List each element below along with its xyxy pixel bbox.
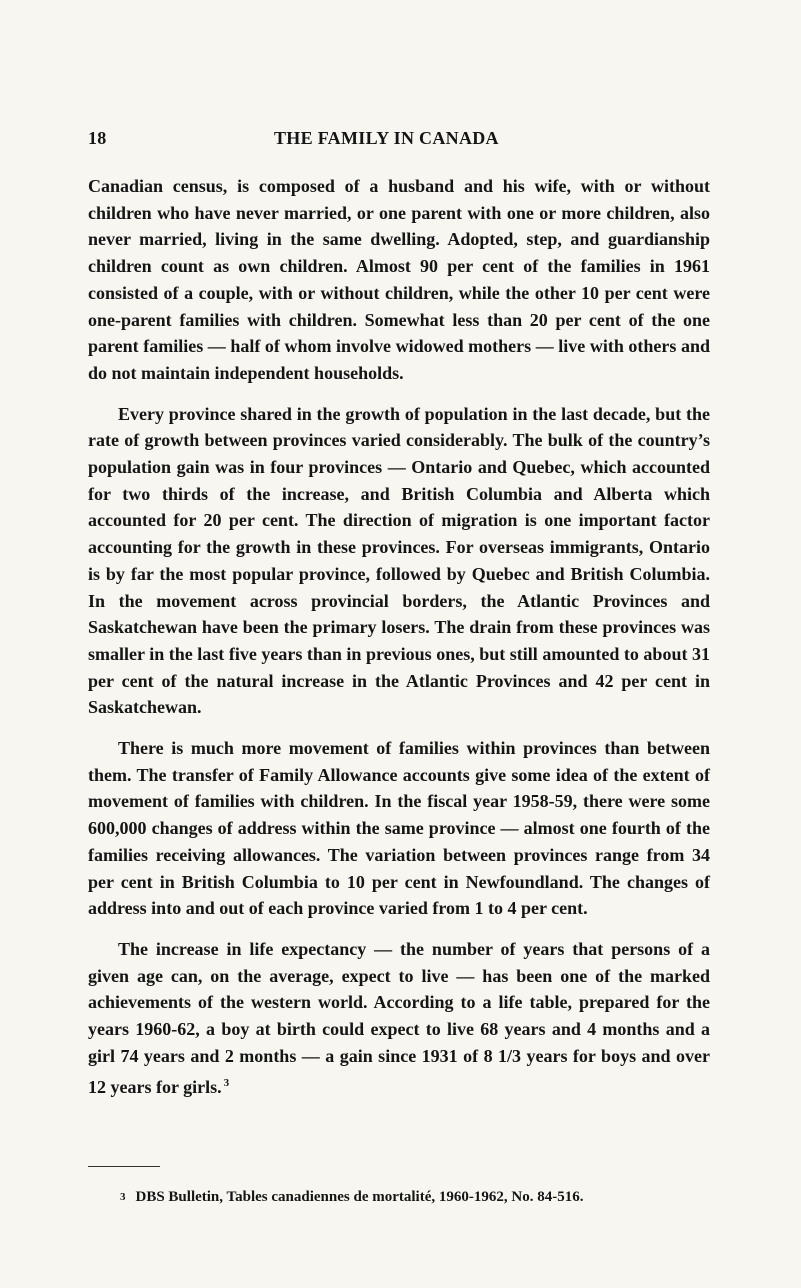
footnote-text: DBS Bulletin, Tables canadiennes de mortalité, 1960-1962, No. 84-516. [135,1189,584,1205]
footnote-reference: 3 [223,1076,230,1089]
paragraph-2: Every province shared in the growth of population in the last decade, but the rate of growth between provinces varied considerably. The bulk of the country’s population gain was in four provinces — Ontario and Quebec, which accounted for two thirds of the increase, and British Columbia and Alberta which accounted for 20 per cent. The direction of migration is one important factor accounting for the growth in these provinces. For overseas immigrants, Ontario is by far the most popular province, followed by Quebec and British Columbia. In the movement across provincial borders, the Atlantic Provinces and Saskatchewan have been the primary losers. The drain from these provinces was smaller in the last five years than in previous ones, but still amounted to about 31 per cent of the natural increase in the Atlantic Provinces and 42 per cent in Saskatchewan. [88,403,710,718]
paragraph-4-text: The increase in life expectancy — the number of years that persons of a given age can, on the average, expect to live — has been one of the marked achievements of the western world. According to a life table, prepared for the years 1960-62, a boy at birth could expect to live 68 years and 4 months and a girl 74 years and 2 months — a gain since 1931 of 8 1/3 years for boys and over 12 years for girls. [88,938,710,1097]
page-number: 18 [88,128,107,148]
footnote-divider [88,1166,160,1167]
paragraph-4 [88,936,710,1100]
running-head [88,128,708,152]
body-text [88,173,710,1100]
paragraph-1: Canadian census, is composed of a husband and his wife, with or without children who have never married, or one parent with one or more children, also never married, living in the same dwelling. Adopted, step, and guardianship children count as own children. Almost 90 per cent of the families in 1961 consisted of a couple, with or without children, while the other 10 per cent were one-parent families with children. Somewhat less than 20 per cent of the one parent families — half of whom involve widowed mothers — live with others and do not maintain independent households. [88,176,710,383]
footnote-marker: 3 [120,1191,126,1203]
footnote [120,1187,720,1207]
running-title: THE FAMILY IN CANADA [274,128,499,148]
paragraph-3: There is much more movement of families within provinces than between them. The transfer of Family Allowance accounts give some idea of the extent of movement of families with children. In the fiscal year 1958-59, there were some 600,000 changes of address within the same province — almost one fourth of the families receiving allowances. The variation between provinces range from 34 per cent in British Columbia to 10 per cent in Newfoundland. The changes of address into and out of each province varied from 1 to 4 per cent. [88,738,710,919]
